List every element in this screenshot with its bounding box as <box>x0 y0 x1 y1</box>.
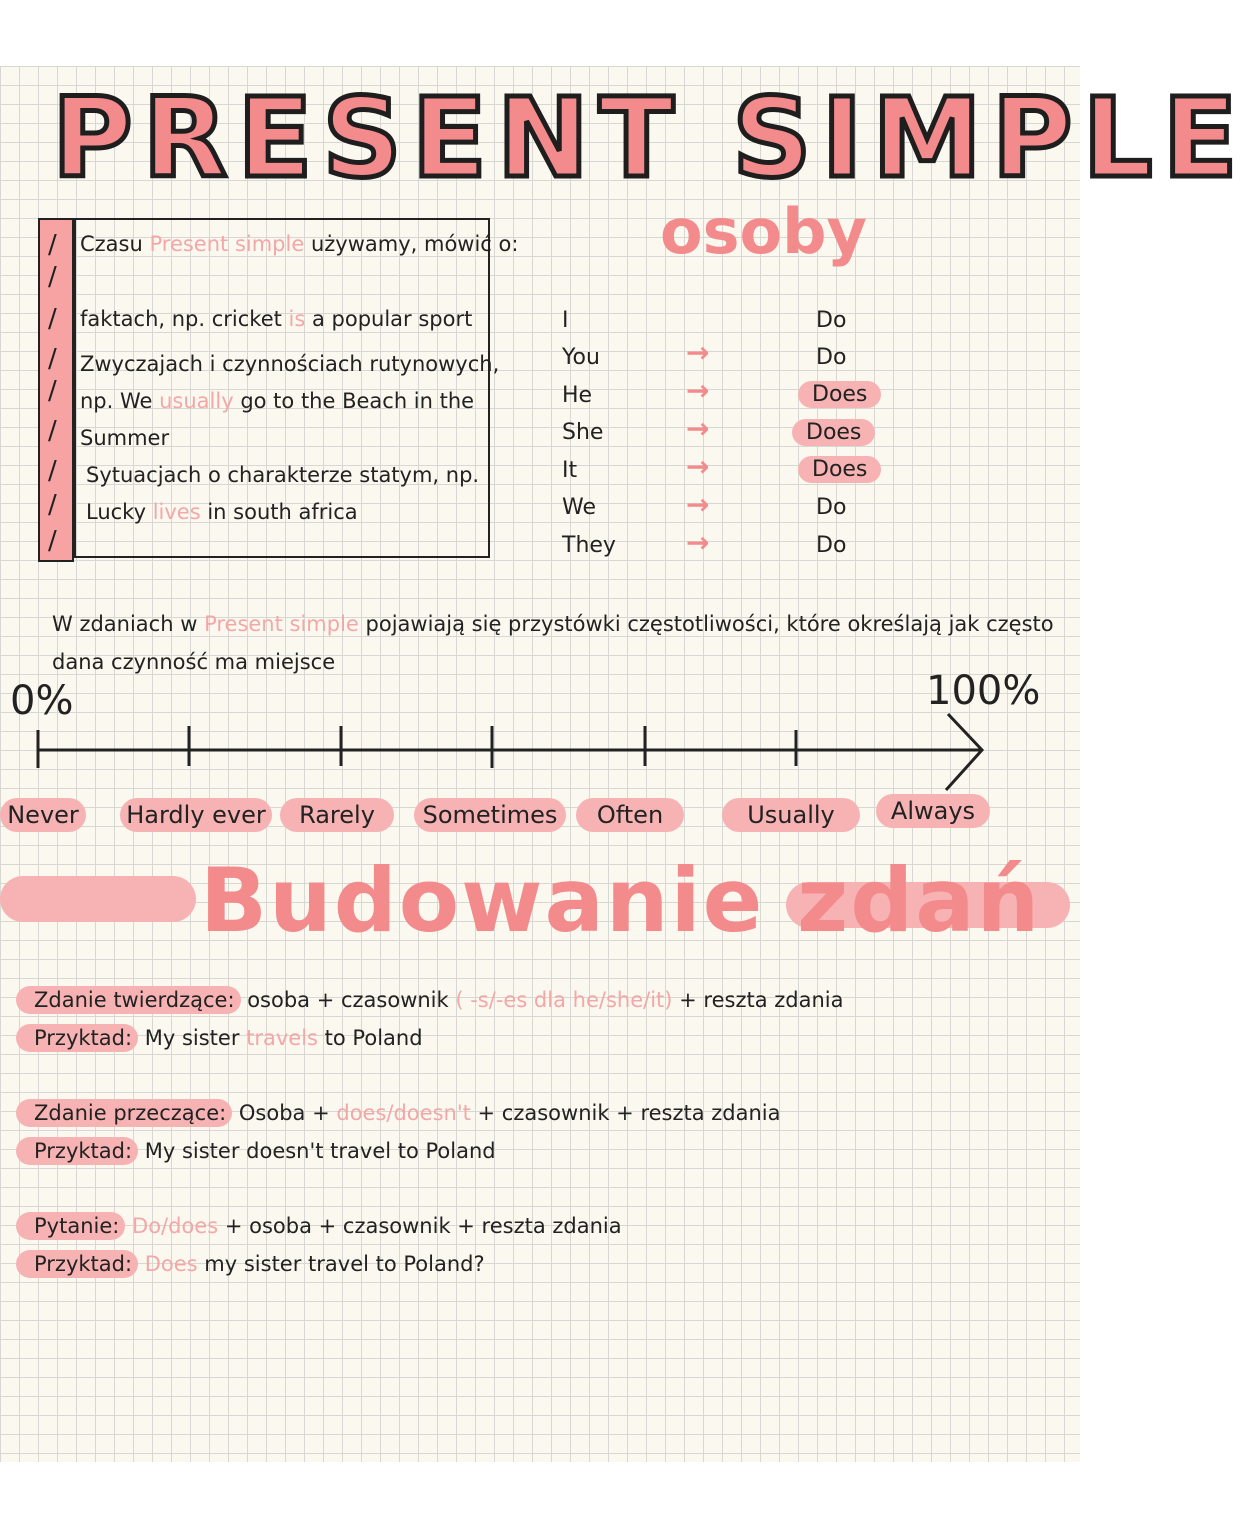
slash-mark: / <box>48 526 57 556</box>
slash-mark: / <box>48 262 57 292</box>
pronoun: He <box>562 383 593 408</box>
auxiliary-verb: Do <box>816 308 847 333</box>
max-percent-label: 100% <box>926 668 1041 714</box>
auxiliary-verb: Do <box>816 345 847 370</box>
page-title: PRESENT SIMPLE <box>52 74 1248 202</box>
adverb-pill: Rarely <box>280 798 394 832</box>
question-rule: Pytanie: Do/does + osoba + czasownik + reszta zdania <box>34 1214 622 1238</box>
rule-line-2: faktach, np. cricket is a popular sport <box>80 307 473 331</box>
negative-example: Przyktad: My sister doesn't travel to Poland <box>34 1139 496 1163</box>
adverb-pill: Often <box>576 798 684 832</box>
slash-mark: / <box>48 304 57 334</box>
pronoun: She <box>562 420 604 445</box>
pronoun: It <box>562 458 578 483</box>
frequency-paragraph-line-1: W zdaniach w Present simple pojawiają się przystówki częstotliwości, które określają jak często <box>52 612 1054 636</box>
adverb-pill: Usually <box>722 798 860 832</box>
heading-band-left <box>0 876 196 922</box>
adverb-pill: Hardly ever <box>120 798 272 832</box>
auxiliary-verb: Does <box>798 381 881 408</box>
section-heading: Budowanie zdań <box>200 849 1042 952</box>
rule-line-7: Lucky lives in south africa <box>86 500 358 524</box>
arrow-right-icon: → <box>686 488 710 521</box>
adverb-pill: Always <box>876 794 990 828</box>
arrow-right-icon: → <box>686 336 710 369</box>
pronoun: You <box>562 345 600 370</box>
pronoun: They <box>562 533 616 558</box>
rule-line-1: Czasu Present simple używamy, mówić o: <box>80 232 519 256</box>
rule-line-6: Sytuacjach o charakterze statym, np. <box>86 463 480 487</box>
slash-mark: / <box>48 456 57 486</box>
frequency-paragraph-line-2: dana czynność ma miejsce <box>52 650 336 674</box>
slash-mark: / <box>48 376 57 406</box>
auxiliary-verb: Do <box>816 495 847 520</box>
auxiliary-verb: Do <box>816 533 847 558</box>
min-percent-label: 0% <box>10 678 74 724</box>
affirmative-rule: Zdanie twierdzące: osoba + czasownik ( -s/-es dla he/she/it) + reszta zdania <box>34 988 843 1012</box>
slash-mark: / <box>48 416 57 446</box>
pronoun: I <box>562 308 569 333</box>
auxiliary-verb: Does <box>798 456 881 483</box>
persons-heading: osoby <box>660 195 867 268</box>
arrow-right-icon: → <box>686 374 710 407</box>
arrow-right-icon: → <box>686 412 710 445</box>
rule-line-3: Zwyczajach i czynnościach rutynowych, <box>80 352 500 376</box>
slash-mark: / <box>48 490 57 520</box>
rule-line-4: np. We usually go to the Beach in the <box>80 389 475 413</box>
adverb-pill: Sometimes <box>414 798 566 832</box>
slash-mark: / <box>48 344 57 374</box>
auxiliary-verb: Does <box>792 419 875 446</box>
arrow-right-icon: → <box>686 526 710 559</box>
adverb-pill: Never <box>0 798 86 832</box>
slash-mark: / <box>48 230 57 260</box>
rule-line-5: Summer <box>80 426 170 450</box>
affirmative-example: Przyktad: My sister travels to Poland <box>34 1026 423 1050</box>
question-example: Przyktad: Does my sister travel to Poland? <box>34 1252 485 1276</box>
arrow-right-icon: → <box>686 450 710 483</box>
negative-rule: Zdanie przeczące: Osoba + does/doesn't + czasownik + reszta zdania <box>34 1101 781 1125</box>
pronoun: We <box>562 495 596 520</box>
